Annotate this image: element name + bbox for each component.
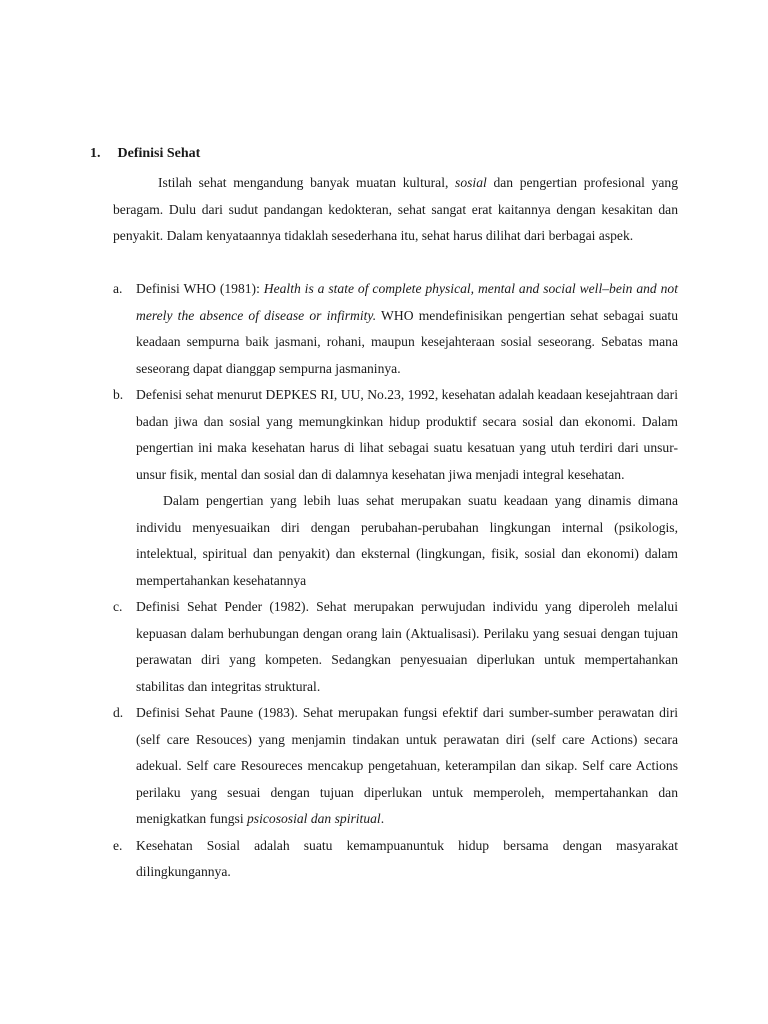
item-d-post: .	[380, 811, 385, 826]
item-d-emphasis: psicososial dan spiritual	[247, 811, 381, 826]
intro-emphasis: sosial	[455, 175, 487, 190]
item-d-pre: Definisi Sehat Paune (1983). Sehat merupakan fungsi efektif dari sumber-sumber perawatan diri (self care Resouces) yang menjamin tindakan untuk perawatan diri (self care Actions) secara adekual. Self care Resoureces mencakup pengetahuan, keterampilan dan sikap. Self care Actions perilaku yang sesuai dengan tujuan diperlukan untuk memperoleh, mempertahankan dan menigkatkan fungsi	[136, 705, 678, 826]
section-heading	[90, 146, 200, 162]
list-marker: a.	[113, 281, 123, 296]
heading-title: Definisi Sehat	[117, 146, 201, 161]
list-item-text: Defenisi sehat menurut DEPKES RI, UU, No.23, 1992, kesehatan adalah keadaan kesejahtraan dari badan jiwa dan sosial yang memungkinkan hidup produktif secara sosial dan ekonomi. Dalam pengertian ini maka kesehatan harus di lihat sebagai suatu kesatuan yang utuh terdiri dari unsur-unsur fisik, mental dan sosial dan di dalamnya kesehatan jiwa menjadi integral kesehatan.	[136, 387, 678, 482]
list-item-b	[113, 382, 678, 594]
list-marker: b.	[113, 387, 124, 402]
intro-text-1: Istilah sehat mengandung banyak muatan kultural,	[158, 175, 456, 190]
list-marker: c.	[113, 599, 123, 614]
heading-number: 1.	[90, 146, 101, 161]
list-item-d	[113, 700, 678, 833]
list-item-c	[113, 594, 678, 700]
intro-paragraph	[113, 170, 678, 250]
item-a-post: WHO mendefinisikan pengertian sehat sebagai suatu keadaan sempurna baik jasmani, rohani, maupun kesejahteraan sosial seseorang. Sebatas mana seseorang dapat dianggap sempurna jasmaninya.	[136, 307, 678, 376]
intro-text-2: dan pengertian profesional yang beragam. Dulu dari sudut pandangan kedokteran, sehat sangat erat kaitannya dengan kesakitan dan penyakit. Dalam kenyataannya tidaklah sesederhana itu, sehat harus dilihat dari berbagai aspek.	[113, 175, 678, 243]
list-marker: e.	[113, 837, 123, 853]
list-item-text: Kesehatan Sosial adalah suatu kemampuanuntuk hidup bersama dengan masyarakat dilingkungannya.	[136, 837, 678, 879]
list-item-text	[136, 276, 678, 382]
list-item-e	[113, 833, 678, 886]
definition-list	[113, 276, 678, 886]
list-item-text	[136, 700, 678, 833]
list-item-a	[113, 276, 678, 382]
list-item-subparagraph: Dalam pengertian yang lebih luas sehat merupakan suatu keadaan yang dinamis dimana individu menyesuaikan diri dengan perubahan-perubahan lingkungan internal (psikologis, intelektual, spiritual dan penyakit) dan eksternal (lingkungan, fisik, sosial dan ekonomi) dalam mempertahankan kesehatannya	[136, 493, 678, 588]
item-a-pre: Definisi WHO (1981):	[136, 281, 264, 296]
list-item-text: Definisi Sehat Pender (1982). Sehat merupakan perwujudan individu yang diperoleh melalui kepuasan dalam berhubungan dengan orang lain (Aktualisasi). Perilaku yang sesuai dengan tujuan perawatan diri yang kompeten. Sedangkan penyesuaian diperlukan untuk mempertahankan stabilitas dan integritas struktural.	[136, 599, 678, 694]
list-marker: d.	[113, 705, 124, 720]
item-a-emphasis: Health is a state of complete physical, mental and social well–bein and not merely the absence of disease or infirmity.	[136, 281, 678, 323]
